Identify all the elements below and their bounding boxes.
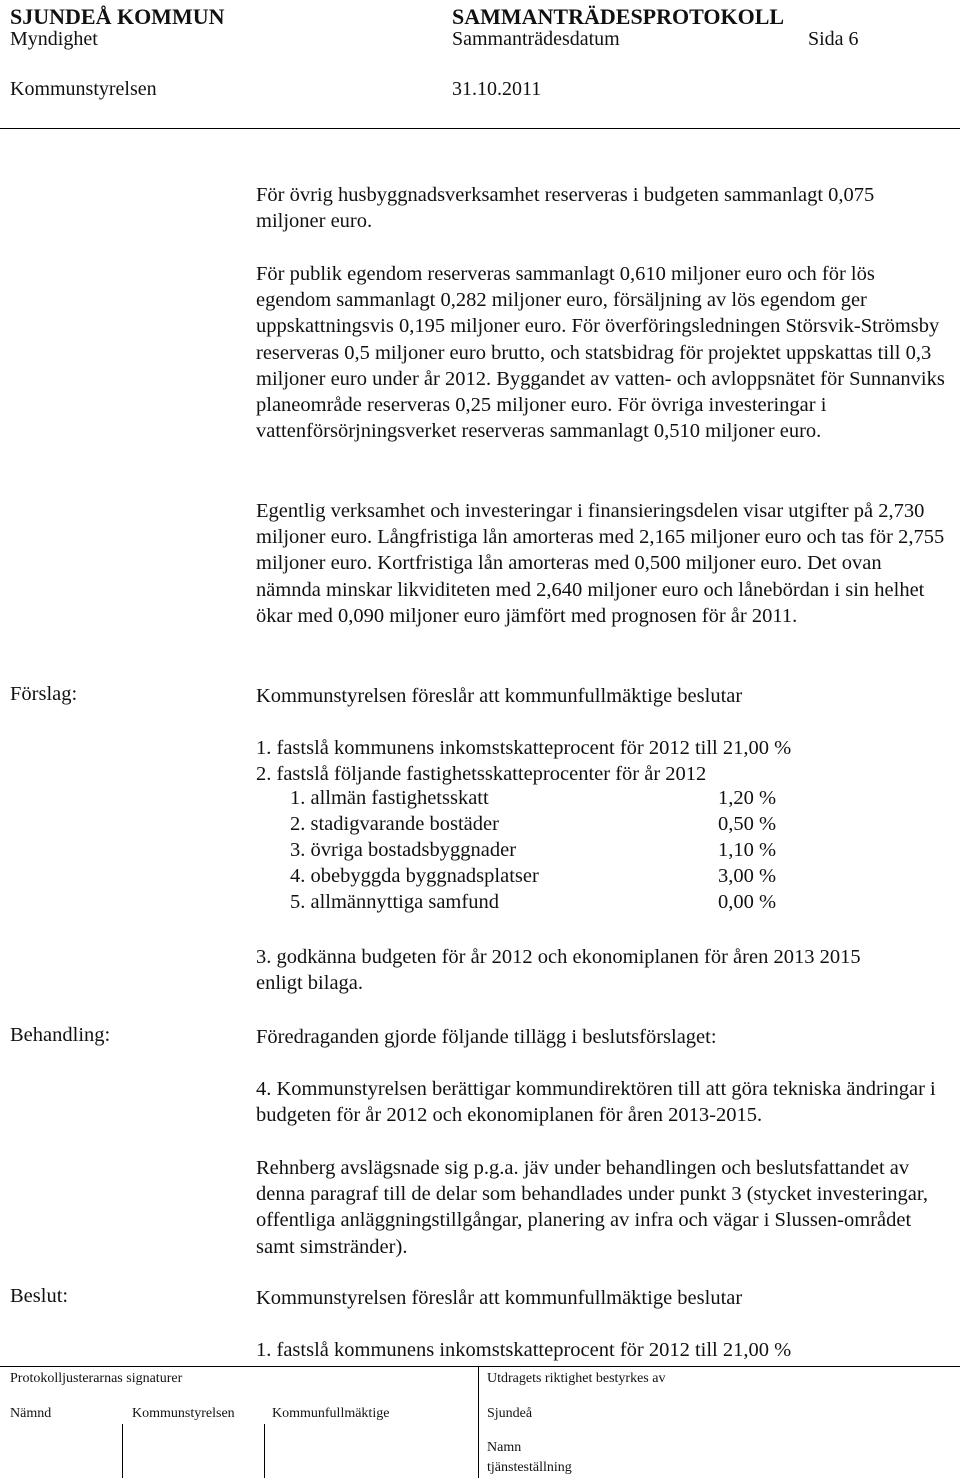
forslag-label: Förslag: [10,683,78,705]
behandling-intro: Föredraganden gjorde följande tillägg i beslutsförslaget: [256,1026,717,1048]
tax-row [290,891,820,917]
authority-label: Myndighet [10,28,98,50]
col-kommunstyrelsen: Kommunstyrelsen [132,1406,235,1421]
page-number: Sida 6 [808,28,859,50]
tax-row [290,865,820,891]
beslut-label: Beslut: [10,1285,69,1307]
meeting-date: 31.10.2011 [452,78,542,100]
tax-name: 5. allmännyttiga samfund [290,891,499,913]
col-namnd: Nämnd [10,1406,52,1421]
tax-name: 3. övriga bostadsbyggnader [290,839,517,861]
col-kommunfullmaktige: Kommunfullmäktige [272,1406,390,1421]
beslut-item-1: 1. fastslå kommunens inkomstskatteprocent för 2012 till 21,00 % [256,1339,792,1361]
forslag-intro: Kommunstyrelsen föreslår att kommunfullmäktige beslutar [256,685,743,707]
behandling-item-4: 4. Kommunstyrelsen berättigar kommundirektören till att göra tekniska ändringar i budgeten för år 2012 och ekonomiplanen för åren 2013-2015. [256,1078,936,1127]
behandling-label: Behandling: [10,1024,111,1046]
forslag-item-3-cont: enligt bilaga. [256,972,364,994]
col-sjundea: Sjundeå [487,1406,533,1421]
signatures-label: Protokolljusterarnas signaturer [10,1371,183,1386]
tax-row [290,787,820,813]
paragraph-finance: Egentlig verksamhet och investeringar i finansieringsdelen visar utgifter på 2,730 miljoner euro. Långfristiga lån amorteras med 2,165 miljoner euro och tas för 2,755 miljoner euro. Kortfristiga lån amorteras med 0,500 miljoner euro. Det ovan nämnda minskar likviditeten med 2,640 miljoner euro och lånebördan i sin helhet ökar med 0,090 miljoner euro jämfört med prognosen för år 2011. [256,500,945,627]
footer-divider [122,1424,123,1478]
position-label: tjänsteställning [487,1460,572,1475]
forslag-item-2: 2. fastslå följande fastighetsskatteprocenter för år 2012 [256,763,707,785]
behandling-recusal: Rehnberg avslägsnade sig p.g.a. jäv under behandlingen och beslutsfattandet av denna paragraf till de delar som behandlades under punkt 3 (stycket investeringar, offentliga anläggningstillgångar, planering av infra och vägar i Slussen-området samt simstränder). [256,1157,929,1258]
forslag-item-3: 3. godkänna budgeten för år 2012 och ekonomiplanen för åren 2013 2015 [256,946,861,968]
footer-rule [0,1366,960,1367]
footer-divider [264,1424,265,1478]
tax-value: 1,10 % [718,839,777,861]
paragraph-investments: För publik egendom reserveras sammanlagt 0,610 miljoner euro och för lös egendom sammanlagt 0,282 miljoner euro, försäljning av lös egendom ger uppskattningsvis 0,195 miljoner euro. För överföringsledningen Störsvik-Strömsby reserveras 0,5 miljoner euro brutto, och statsbidrag för projektet uppskattas till 0,3 miljoner euro under år 2012. Byggandet av vatten- och avloppsnätet för Sunnanviks planeområde reserveras 0,25 miljoner euro. För övriga investeringar i vattenförsörjningsverket reserveras sammanlagt 0,510 miljoner euro. [256,263,945,443]
tax-name: 1. allmän fastighetsskatt [290,787,489,809]
name-label: Namn [487,1440,522,1455]
paragraph-building: För övrig husbyggnadsverksamhet reserveras i budgeten sammanlagt 0,075 miljoner euro. [256,184,875,233]
extract-label: Utdragets riktighet bestyrkes av [487,1371,666,1386]
beslut-intro: Kommunstyrelsen föreslår att kommunfullmäktige beslutar [256,1287,743,1309]
tax-value: 3,00 % [718,865,777,887]
authority-name: Kommunstyrelsen [10,78,157,100]
tax-value: 0,50 % [718,813,777,835]
tax-row [290,839,820,865]
date-label: Sammanträdesdatum [452,28,620,50]
tax-row [290,813,820,839]
tax-value: 1,20 % [718,787,777,809]
header-rule [0,128,960,129]
footer-divider [478,1366,479,1478]
tax-name: 4. obebyggda byggnadsplatser [290,865,539,887]
forslag-item-1: 1. fastslå kommunens inkomstskatteprocent för 2012 till 21,00 % [256,737,792,759]
document-type: SAMMANTRÄDESPROTOKOLL [452,4,785,29]
tax-name: 2. stadigvarande bostäder [290,813,499,835]
municipality-name: SJUNDEÅ KOMMUN [10,4,225,29]
tax-value: 0,00 % [718,891,777,913]
